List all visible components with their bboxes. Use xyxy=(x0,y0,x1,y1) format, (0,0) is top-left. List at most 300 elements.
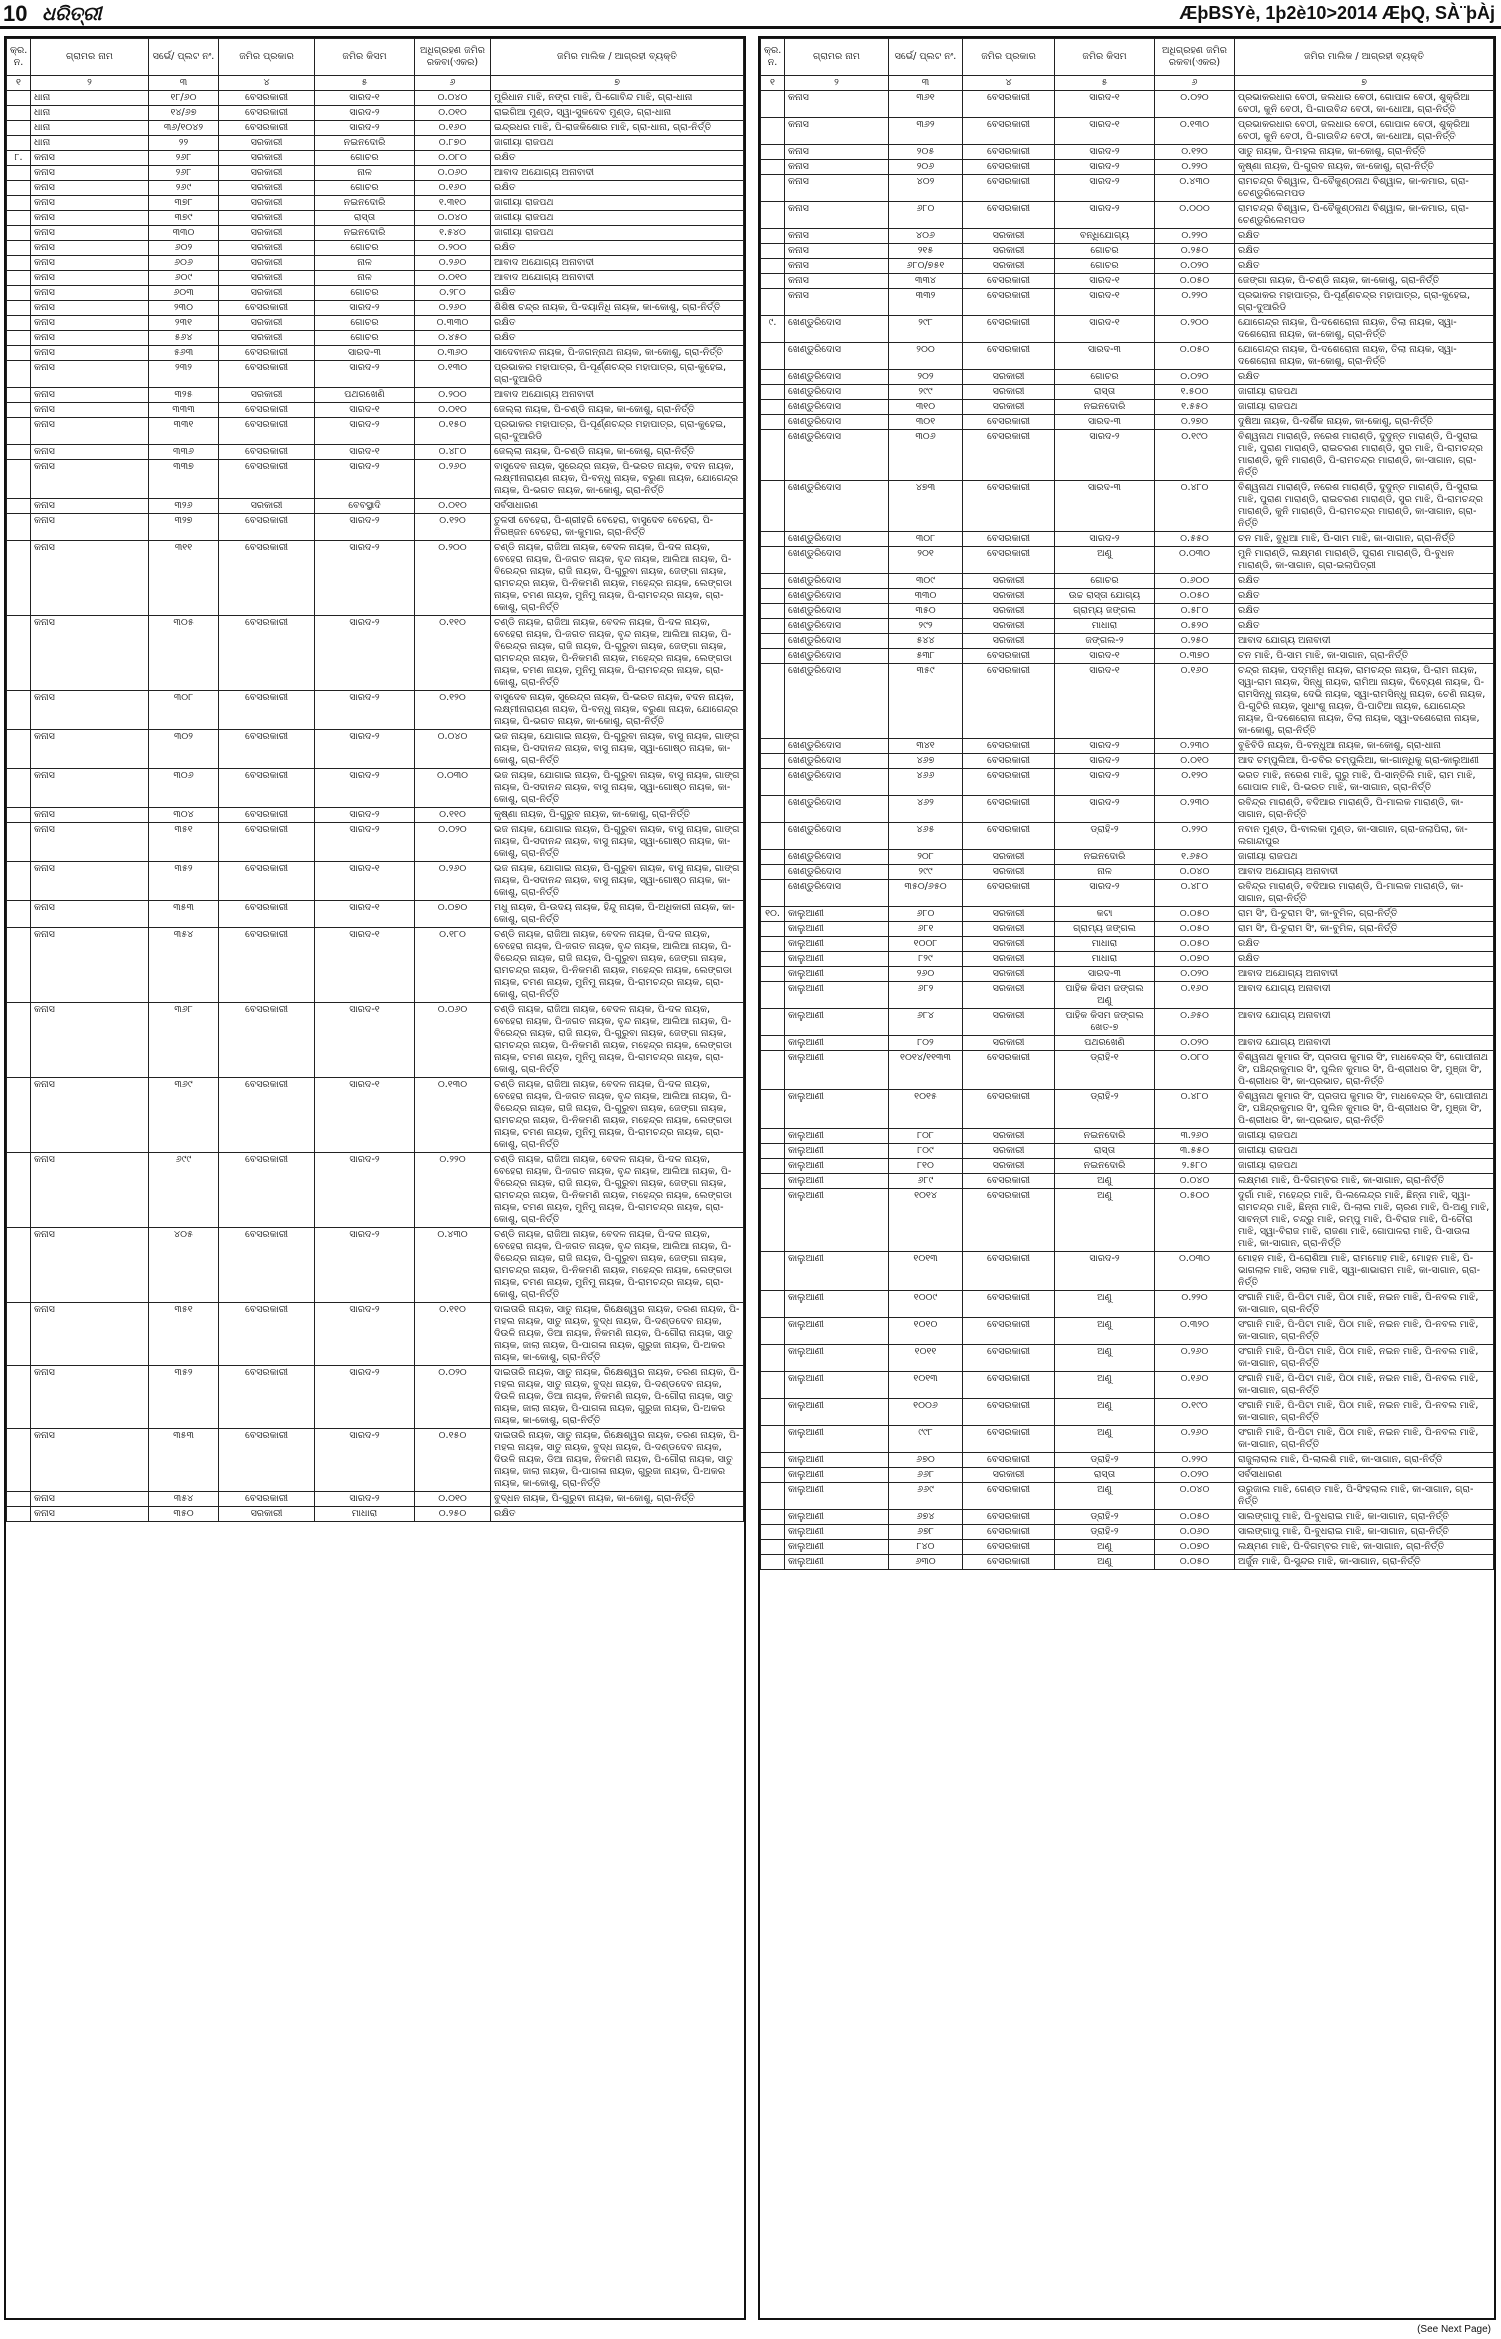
village-cell: କନାସ xyxy=(31,460,149,499)
area-cell: ୩.୫୫୦ xyxy=(1155,1144,1235,1159)
owner-cell: ଚଣ୍ଡି ନାୟକ, ରାଜିଆ ନାୟକ, ବେଦଳ ନାୟକ, ପି-ଦଳ ନାୟକ, ବେହେରା ନାୟକ, ପି-ଜଗତ ନାୟକ, ବୃନ୍ଦ ନାୟକ, ଆଲିଆ ନାୟକ, ପି-ବିରେନ୍ଦ୍ର ନାୟକ, ରାଜି ନାୟକ, ପି-ଗୁରୁବା ନାୟକ, ଜେଙ୍ଗା ନାୟକ, ରାମଚନ୍ଦ୍ର ନାୟକ, ପି-ନିକମଣି ନାୟକ, ମହେନ୍ଦ୍ର ନାୟକ, ଲେଙ୍ଗଡା ନାୟକ, ଚମଣ ନାୟକ, ମୁନିମୁ ନାୟକ, ପି-ରାମଚନ୍ଦ୍ର ନାୟକ, ଗ୍ରା-କୋଶୁ, ଗ୍ରା-ନିର୍ତ୍ତି xyxy=(491,1078,744,1153)
table-row xyxy=(7,1366,744,1429)
land-type-cell: ସରକାରୀ xyxy=(219,166,315,181)
land-type-cell: ବେସରକାରୀ xyxy=(963,532,1055,547)
area-cell: ୦.୪୮୦ xyxy=(1155,481,1235,532)
land-type-cell: ବେସରକାରୀ xyxy=(219,301,315,316)
area-cell: ୦.୨୫୦ xyxy=(1155,244,1235,259)
area-cell: ୦.୦୫୦ xyxy=(1155,1555,1235,1570)
plot-cell: ୬୮୨ xyxy=(889,982,963,1009)
kisam-cell: କଟା xyxy=(1055,907,1155,922)
land-type-cell: ବେସରକାରୀ xyxy=(963,160,1055,175)
village-cell: କନାସ xyxy=(785,145,889,160)
area-cell: ୦.୪୮୦ xyxy=(415,445,491,460)
serial-cell xyxy=(7,460,31,499)
plot-cell: ୬୩୦ xyxy=(889,1555,963,1570)
plot-cell: ୩୦୮ xyxy=(889,532,963,547)
village-cell: କନାସ xyxy=(31,1366,149,1429)
village-cell: କାଲୁଆଣୀ xyxy=(785,1174,889,1189)
table-row xyxy=(761,589,1494,604)
area-cell: ୦.୦୪୦ xyxy=(415,91,491,106)
area-cell: ୦.୦୩୦ xyxy=(1155,547,1235,574)
land-type-cell: ସରକାରୀ xyxy=(963,229,1055,244)
area-cell: ୦.୪୮୦ xyxy=(1155,880,1235,907)
land-type-cell: ସରକାରୀ xyxy=(963,604,1055,619)
kisam-cell: ସାରଦ-୧ xyxy=(315,403,415,418)
area-cell: ୦.୪୮୦ xyxy=(1155,1090,1235,1129)
village-cell: ଖେଣ୍ଡୁରିଦୋସ xyxy=(785,400,889,415)
table-row xyxy=(761,907,1494,922)
serial-cell xyxy=(7,1366,31,1429)
land-type-cell: ବେସରକାରୀ xyxy=(963,1510,1055,1525)
land-type-cell: ବେସରକାରୀ xyxy=(963,415,1055,430)
area-cell: ୦.୬୦୦ xyxy=(1155,574,1235,589)
plot-cell: ୬୮୪ xyxy=(889,1009,963,1036)
plot-cell: ୨୩୨ xyxy=(149,361,219,388)
column-header: ଜମିର କିସମ xyxy=(1055,39,1155,76)
owner-cell: ରକ୍ଷିତ xyxy=(1235,370,1494,385)
village-cell: ଧାନା xyxy=(31,121,149,136)
owner-cell: ରକ୍ଷିତ xyxy=(1235,229,1494,244)
land-type-cell: ସରକାରୀ xyxy=(219,181,315,196)
land-type-cell: ବେସରକାରୀ xyxy=(963,1174,1055,1189)
plot-cell: ୩୫୯ xyxy=(889,664,963,739)
land-type-cell: ସରକାରୀ xyxy=(219,499,315,514)
plot-cell: ୬୯୯ xyxy=(149,1153,219,1228)
table-row xyxy=(7,271,744,286)
plot-cell: ୧୦୧୫ xyxy=(889,1090,963,1129)
kisam-cell: ଗୋଚର xyxy=(1055,259,1155,274)
owner-cell: ଆବାଦ ଅଯୋଗ୍ୟ ଅନାବାଦୀ xyxy=(491,388,744,403)
kisam-cell: ସାରଦ-୨ xyxy=(1055,754,1155,769)
serial-cell xyxy=(761,1009,785,1036)
table-row xyxy=(761,754,1494,769)
plot-cell: ୬୦୯ xyxy=(149,271,219,286)
owner-cell: ଆବାଦ ଅଯୋଗ୍ୟ ଅନାବାଦୀ xyxy=(491,166,744,181)
plot-cell: ୩୩୭ xyxy=(149,460,219,499)
plot-cell: ୪୭୩ xyxy=(889,481,963,532)
area-cell: ୦.୨୨୦ xyxy=(415,1153,491,1228)
serial-cell xyxy=(7,136,31,151)
village-cell: କନାସ xyxy=(31,316,149,331)
serial-cell xyxy=(7,418,31,445)
kisam-cell: ମାଧାରା xyxy=(1055,937,1155,952)
serial-cell xyxy=(7,445,31,460)
table-row xyxy=(7,1003,744,1078)
serial-cell xyxy=(7,1429,31,1492)
kisam-cell: ନାଳ xyxy=(315,271,415,286)
serial-cell xyxy=(761,967,785,982)
kisam-cell: ସାରଦ-୨ xyxy=(315,769,415,808)
land-type-cell: ବେସରକାରୀ xyxy=(963,274,1055,289)
owner-cell: ସାଲଙ୍ଗାପୁ ମାଝି, ପି-ବୁଧରାଇ ମାଝି, କା-ସାଗାନ, ଗ୍ରା-ନିର୍ତ୍ତି xyxy=(1235,1525,1494,1540)
land-type-cell: ବେସରକାରୀ xyxy=(963,1291,1055,1318)
kisam-cell: ଅଣୁ xyxy=(1055,1345,1155,1372)
column-number: ୬ xyxy=(1155,76,1235,91)
village-cell: ଖେଣ୍ଡୁରିଦୋସ xyxy=(785,430,889,481)
village-cell: ଖେଣ୍ଡୁରିଦୋସ xyxy=(785,370,889,385)
kisam-cell: ସାରଦ-୨ xyxy=(315,730,415,769)
kisam-cell: ସାରଦ-୧ xyxy=(315,91,415,106)
owner-cell: ପ୍ରଭାକରଧାର ବେଠୀ, ଜଲଧାର ବେଠୀ, ଗୋପାଳ ବେଠୀ, ଶୁକ୍ରିଆ ବେଠୀ, କୁନି ବେଠୀ, ପି-ଗାଉବିନ୍ଦ ବେଠୀ, କା-ଧୋଆ, ଗ୍ରା-ନିର୍ତ୍ତି xyxy=(1235,91,1494,118)
area-cell: ୦.୨୫୦ xyxy=(415,1507,491,1522)
serial-cell xyxy=(761,481,785,532)
table-row xyxy=(7,862,744,901)
village-cell: କନାସ xyxy=(31,1492,149,1507)
column-number: ୪ xyxy=(219,76,315,91)
land-type-cell: ବେସରକାରୀ xyxy=(963,202,1055,229)
area-cell: ୦.୦୫୦ xyxy=(1155,1510,1235,1525)
village-cell: କାଲୁଆଣୀ xyxy=(785,1345,889,1372)
owner-cell: ସଂଗାନି ମାଝି, ପି-ପିଟା ମାଝି, ପିଠା ମାଝି, ନଇନ ମାଝି, ପି-ନବଲ ମାଝି, କା-ସାଗାନ, ଗ୍ରା-ନିର୍ତ୍ତି xyxy=(1235,1426,1494,1453)
area-cell: ୦.୦୬୦ xyxy=(415,166,491,181)
plot-cell: ୩୧୧ xyxy=(149,541,219,616)
village-cell: କାଲୁଆଣୀ xyxy=(785,1036,889,1051)
village-cell: କାଲୁଆଣୀ xyxy=(785,1090,889,1129)
land-type-cell: ବେସରକାରୀ xyxy=(963,1426,1055,1453)
area-cell: ୦.୨୬୦ xyxy=(1155,1426,1235,1453)
land-type-cell: ସରକାରୀ xyxy=(963,619,1055,634)
owner-cell: ଦୁଷିଆ ନାୟକ, ପି-ଦର୍ଶିକ ନାୟକ, କା-କୋଶୁ, ଗ୍ରା-ନିର୍ତ୍ତି xyxy=(1235,415,1494,430)
owner-cell: ରକ୍ଷିତ xyxy=(1235,619,1494,634)
serial-cell xyxy=(7,316,31,331)
area-cell: ୦.୨୨୦ xyxy=(1155,229,1235,244)
village-cell: ଖେଣ୍ଡୁରିଦୋସ xyxy=(785,649,889,664)
land-type-cell: ବେସରକାରୀ xyxy=(963,739,1055,754)
table-row xyxy=(761,1468,1494,1483)
column-header: ଜମିର ପ୍ରକାର xyxy=(963,39,1055,76)
plot-cell: ୬୬୯ xyxy=(889,1483,963,1510)
owner-cell: ଜାଗୀୟା ରାଜପଥ xyxy=(491,136,744,151)
village-cell: କନାସ xyxy=(31,730,149,769)
table-row xyxy=(761,1483,1494,1510)
column-number: ୭ xyxy=(1235,76,1494,91)
table-row xyxy=(761,937,1494,952)
area-cell: ୦.୧୧୦ xyxy=(415,808,491,823)
serial-cell xyxy=(761,649,785,664)
kisam-cell: ଗୋଚର xyxy=(315,241,415,256)
kisam-cell: ମାଧାରା xyxy=(1055,952,1155,967)
village-cell: କାଲୁଆଣୀ xyxy=(785,1009,889,1036)
kisam-cell: ସାରଦ-୨ xyxy=(315,541,415,616)
serial-cell xyxy=(761,796,785,823)
kisam-cell: ସାରଦ-୨ xyxy=(315,301,415,316)
table-row xyxy=(7,445,744,460)
village-cell: କନାସ xyxy=(31,445,149,460)
table-row xyxy=(761,547,1494,574)
left-table-panel xyxy=(4,36,746,2320)
table-row xyxy=(7,1429,744,1492)
kisam-cell: ଅଣୁ xyxy=(1055,547,1155,574)
plot-cell: ୨୦୧ xyxy=(889,547,963,574)
plot-cell: ୧୦୦୬ xyxy=(889,1399,963,1426)
kisam-cell: ଡ୍ରାହି-୨ xyxy=(1055,1090,1155,1129)
column-number: ୨ xyxy=(31,76,149,91)
owner-cell: ଆବାଦ ଅଯୋଗ୍ୟ ଅନାବାଦୀ xyxy=(1235,967,1494,982)
plot-cell: ୨୬୮ xyxy=(149,151,219,166)
area-cell: ୦.୦୫୦ xyxy=(1155,274,1235,289)
table-row xyxy=(761,1291,1494,1318)
village-cell: କନାସ xyxy=(785,160,889,175)
owner-cell: ପ୍ରଭାକର ମହାପାତ୍ର, ପି-ପୂର୍ଣ୍ଣଚନ୍ଦ୍ର ମହାପାତ୍ର, ଗ୍ରା-କୁହେଇ, ଗ୍ରା-ଦୁଆରିଡି xyxy=(1235,289,1494,316)
owner-cell: ଜାଗୀୟା ରାଜପଥ xyxy=(1235,385,1494,400)
plot-cell: ୬୦୨ xyxy=(149,241,219,256)
owner-cell: ବିଶ୍ୱନାଥ କୁମାର ସିଂ, ପ୍ରତାପ କୁମାର ସିଂ, ମାଧବେନ୍ଦ୍ର ସିଂ, ଗୋପୀନାଥ ସିଂ, ପଞ୍ଚିନ୍ଦ୍ରକୁମାର ସିଂ, ପୁଲିନ କୁମାର ସିଂ, ପି-ଶ୍ରୀଧର ସିଂ, ମୁଞ୍ଜା ସିଂ, ପି-ଶ୍ରୀଧର ସିଂ, କା-ପ୍ରଭାତ, ଗ୍ରା-ନିର୍ତ୍ତି xyxy=(1235,1051,1494,1090)
plot-cell: ୨୯୯ xyxy=(889,385,963,400)
area-cell: ୦.୦୩୦ xyxy=(415,769,491,808)
serial-cell xyxy=(7,862,31,901)
kisam-cell: ସାରଦ-୨ xyxy=(315,361,415,388)
plot-cell: ୧୮/୬୦ xyxy=(149,91,219,106)
land-type-cell: ବେସରକାରୀ xyxy=(963,481,1055,532)
plot-cell: ୪୦୬ xyxy=(889,229,963,244)
area-cell: ୦.୫୨୦ xyxy=(1155,619,1235,634)
village-cell: କନାସ xyxy=(31,286,149,301)
plot-cell: ୮୦୨ xyxy=(889,1036,963,1051)
village-cell: କାଲୁଆଣୀ xyxy=(785,1051,889,1090)
owner-cell: ରକ୍ଷିତ xyxy=(1235,937,1494,952)
table-row xyxy=(761,967,1494,982)
table-row xyxy=(7,808,744,823)
table-row xyxy=(7,286,744,301)
column-header: କ୍ର. ନ. xyxy=(761,39,785,76)
owner-cell: ସାଦେବାନନ୍ଦ ନାୟକ, ପି-ଜଗନ୍ନାଥ ନାୟକ, କା-କୋଶୁ, ଗ୍ରା-ନିର୍ତ୍ତି xyxy=(491,346,744,361)
area-cell: ୦.୦୨୦ xyxy=(415,1366,491,1429)
table-row xyxy=(761,739,1494,754)
land-type-cell: ସରକାରୀ xyxy=(963,922,1055,937)
village-cell: କାଲୁଆଣୀ xyxy=(785,1453,889,1468)
owner-cell: କୃଷ୍ଣା ନାୟକ, ପି-ଗୁରୁବ ନାୟକ, କା-କୋଶୁ, ଗ୍ରା-ନିର୍ତ୍ତି xyxy=(491,808,744,823)
serial-cell xyxy=(761,1051,785,1090)
land-type-cell: ସରକାରୀ xyxy=(219,1507,315,1522)
land-type-cell: ସରକାରୀ xyxy=(963,385,1055,400)
serial-cell xyxy=(761,937,785,952)
village-cell: କନାସ xyxy=(31,1228,149,1303)
village-cell: ଧାନା xyxy=(31,91,149,106)
owner-cell: ରକ୍ଷିତ xyxy=(491,1507,744,1522)
serial-cell xyxy=(7,1153,31,1228)
village-cell: କନାସ xyxy=(31,928,149,1003)
serial-cell xyxy=(761,1318,785,1345)
table-row xyxy=(7,460,744,499)
kisam-cell: ଗୋଚର xyxy=(315,151,415,166)
land-type-cell: ବେସରକାରୀ xyxy=(963,1453,1055,1468)
land-type-cell: ବେସରକାରୀ xyxy=(219,445,315,460)
owner-cell: ଚଣ୍ଡି ନାୟକ, ରାଜିଆ ନାୟକ, ବେଦଳ ନାୟକ, ପି-ଦଳ ନାୟକ, ବେହେରା ନାୟକ, ପି-ଜଗତ ନାୟକ, ବୃନ୍ଦ ନାୟକ, ଆଲିଆ ନାୟକ, ପି-ବିରେନ୍ଦ୍ର ନାୟକ, ରାଜି ନାୟକ, ପି-ଗୁରୁବା ନାୟକ, ଜେଙ୍ଗା ନାୟକ, ରାମଚନ୍ଦ୍ର ନାୟକ, ପି-ନିକମଣି ନାୟକ, ମହେନ୍ଦ୍ର ନାୟକ, ଲେଙ୍ଗଡା ନାୟକ, ଚମଣ ନାୟକ, ମୁନିମୁ ନାୟକ, ପି-ରାମଚନ୍ଦ୍ର ନାୟକ, ଗ୍ରା-କୋଶୁ, ଗ୍ରା-ନିର୍ତ୍ତି xyxy=(491,1228,744,1303)
village-cell: କାଲୁଆଣୀ xyxy=(785,1252,889,1291)
owner-cell: ସର୍ବସାଧାରଣ xyxy=(491,499,744,514)
area-cell: ୦.୧୬୦ xyxy=(1155,982,1235,1009)
column-header: ଅଧିଗ୍ରହଣ ଜମିର ରକବା(ଏକର) xyxy=(1155,39,1235,76)
land-type-cell: ବେସରକାରୀ xyxy=(963,1540,1055,1555)
area-cell: ୦.୧୬୦ xyxy=(1155,664,1235,739)
table-row xyxy=(7,769,744,808)
serial-cell xyxy=(7,1003,31,1078)
village-cell: କନାସ xyxy=(785,244,889,259)
table-row xyxy=(761,1453,1494,1468)
owner-cell: ରାମ ସିଂ, ପି-ଚୁରାମ ସିଂ, କା-ବୁମିଳ, ଗ୍ରା-ନିର୍ତ୍ତି xyxy=(1235,907,1494,922)
village-cell: କନାସ xyxy=(31,151,149,166)
plot-cell: ୮୦୯ xyxy=(889,1144,963,1159)
table-row xyxy=(7,361,744,388)
area-cell: ୦.୦୪୦ xyxy=(1155,1174,1235,1189)
serial-cell xyxy=(761,229,785,244)
serial-cell xyxy=(761,769,785,796)
land-type-cell: ସରକାରୀ xyxy=(963,850,1055,865)
serial-cell xyxy=(7,928,31,1003)
village-cell: ଖେଣ୍ଡୁରିଦୋସ xyxy=(785,754,889,769)
plot-cell: ୩୬୮ xyxy=(149,1003,219,1078)
serial-cell xyxy=(7,1507,31,1522)
owner-cell: ଆବାଦ ଅଯୋଗ୍ୟ ଅନାବାଦୀ xyxy=(491,271,744,286)
table-row xyxy=(7,166,744,181)
area-cell: ୦.୦୭୦ xyxy=(1155,1540,1235,1555)
owner-cell: ଚଣ୍ଡି ନାୟକ, ରାଜିଆ ନାୟକ, ବେଦଳ ନାୟକ, ପି-ଦଳ ନାୟକ, ବେହେରା ନାୟକ, ପି-ଜଗତ ନାୟକ, ବୃନ୍ଦ ନାୟକ, ଆଲିଆ ନାୟକ, ପି-ବିରେନ୍ଦ୍ର ନାୟକ, ରାଜି ନାୟକ, ପି-ଗୁରୁବା ନାୟକ, ଜେଙ୍ଗା ନାୟକ, ରାମଚନ୍ଦ୍ର ନାୟକ, ପି-ନିକମଣି ନାୟକ, ମହେନ୍ଦ୍ର ନାୟକ, ଲେଙ୍ଗଡା ନାୟକ, ଚମଣ ନାୟକ, ମୁନିମୁ ନାୟକ, ପି-ରାମଚନ୍ଦ୍ର ନାୟକ, ଗ୍ରା-କୋଶୁ, ଗ୍ରା-ନିର୍ତ୍ତି xyxy=(491,1153,744,1228)
area-cell: ୦.୨୦୦ xyxy=(415,541,491,616)
area-cell: ୦.୦୪୦ xyxy=(1155,1483,1235,1510)
land-type-cell: ବେସରକାରୀ xyxy=(963,343,1055,370)
land-type-cell: ବେସରକାରୀ xyxy=(219,808,315,823)
land-type-cell: ବେସରକାରୀ xyxy=(963,1318,1055,1345)
owner-cell: ଭଜ ନାୟକ, ଯୋଗାଇ ନାୟକ, ପି-ଗୁରୁବା ନାୟକ, ବାସୁ ନାୟକ, ଗାଙ୍ଗ ନାୟକ, ପି-ସଦାନନ୍ଦ ନାୟକ, ବାସୁ ନାୟକ, ସ୍ୱା-ଗୋଷ୍ଠ ନାୟକ, କା-କୋଶୁ, ଗ୍ରା-ନିର୍ତ୍ତି xyxy=(491,823,744,862)
village-cell: ଖେଣ୍ଡୁରିଦୋସ xyxy=(785,385,889,400)
owner-cell: ରକ୍ଷିତ xyxy=(491,316,744,331)
table-row xyxy=(761,769,1494,796)
land-type-cell: ବେସରକାରୀ xyxy=(963,1525,1055,1540)
village-cell: କାଲୁଆଣୀ xyxy=(785,937,889,952)
table-row xyxy=(761,118,1494,145)
kisam-cell: ସାରଦ-୧ xyxy=(1055,649,1155,664)
kisam-cell: ସାରଦ-୨ xyxy=(315,1492,415,1507)
plot-cell: ୩୩୪ xyxy=(889,274,963,289)
owner-cell: ଦାଇତାରି ନାୟକ, ସାତୁ ନାୟକ, ରିକ୍ଷେଶ୍ୱର ନାୟକ, ତରଣ ନାୟକ, ପି-ମହଲ ନାୟକ, ସାତୁ ନାୟକ, ବୁଦ୍ଧ ନାୟକ, ପି-ଦଣ୍ଡଦେବ ନାୟକ, ଦିଉଳି ନାୟକ, ଡିଆ ନାୟକ, ନିକମଣି ନାୟକ, ପି-ଗୌରା ନାୟକ, ସାତୁ ନାୟକ, ଜାଲା ନାୟକ, ପି-ପାଗଳା ନାୟକ, ଗୁରୁଜା ନାୟକ, ପି-ଅକର ନାୟକ, କା-କୋଶୁ, ଗ୍ରା-ନିର୍ତ୍ତି xyxy=(491,1303,744,1366)
serial-cell xyxy=(761,1399,785,1426)
kisam-cell: ନାଳ xyxy=(315,256,415,271)
village-cell: ଖେଣ୍ଡୁରିଦୋସ xyxy=(785,481,889,532)
owner-cell: ତୁଳସୀ ବେହେରା, ପି-ଶ୍ରୀହରି ବେହେରା, ବାସୁଦେବ ବେହେରା, ପି-ନିରଞ୍ଜନ ବେହେରା, କା-କୁମାର, ଗ୍ରା-ନିର୍ତ୍ତି xyxy=(491,514,744,541)
serial-cell xyxy=(761,619,785,634)
plot-cell: ୧୦୧୦ xyxy=(889,1318,963,1345)
kisam-cell: ଅଣୁ xyxy=(1055,1372,1155,1399)
plot-cell: ୩୩୧ xyxy=(149,418,219,445)
serial-cell xyxy=(7,91,31,106)
serial-cell xyxy=(7,256,31,271)
serial-cell xyxy=(761,1291,785,1318)
table-row xyxy=(7,514,744,541)
plot-cell: ୮୦୮ xyxy=(889,1129,963,1144)
area-cell: ୦.୦୨୦ xyxy=(1155,1036,1235,1051)
village-cell: କନାସ xyxy=(785,289,889,316)
land-type-cell: ସରକାରୀ xyxy=(219,331,315,346)
plot-cell: ୪୬୨ xyxy=(889,796,963,823)
serial-cell xyxy=(7,211,31,226)
land-type-cell: ସରକାରୀ xyxy=(963,1036,1055,1051)
plot-cell: ୩୨୫ xyxy=(149,388,219,403)
kisam-cell: ସାରଦ-୨ xyxy=(1055,769,1155,796)
plot-cell: ୩୬/୧୦୪୨ xyxy=(149,121,219,136)
kisam-cell: ନାଳ xyxy=(1055,865,1155,880)
land-table-left xyxy=(6,38,744,1522)
village-cell: କନାସ xyxy=(31,808,149,823)
village-cell: କନାସ xyxy=(785,274,889,289)
table-row xyxy=(7,241,744,256)
table-row xyxy=(761,865,1494,880)
serial-cell xyxy=(7,730,31,769)
serial-cell xyxy=(761,1453,785,1468)
area-cell: ୦.୦୫୦ xyxy=(1155,937,1235,952)
serial-cell xyxy=(761,1468,785,1483)
kisam-cell: ନଇନଦୋରି xyxy=(315,226,415,241)
serial-cell xyxy=(761,202,785,229)
area-cell: ୦.୧୨୦ xyxy=(415,691,491,730)
land-type-cell: ବେସରକାରୀ xyxy=(219,541,315,616)
village-cell: କନାସ xyxy=(31,1003,149,1078)
table-row xyxy=(7,403,744,418)
header-row xyxy=(761,39,1494,76)
land-type-cell: ବେସରକାରୀ xyxy=(963,880,1055,907)
plot-cell: ୨୬୦ xyxy=(889,967,963,982)
kisam-cell: ସାରଦ-୨ xyxy=(315,1153,415,1228)
kisam-cell: ସାରଦ-୩ xyxy=(1055,967,1155,982)
land-type-cell: ବେସରକାରୀ xyxy=(219,730,315,769)
owner-cell: ବାସୁଦେବ ନାୟକ, ସୁରେନ୍ଦ୍ର ନାୟକ, ପି-ଭରତ ନାୟକ, ବଦନ ନାୟକ, ଲକ୍ଷ୍ମୀନାରାୟଣ ନାୟକ, ପି-ବନ୍ଧୁ ନାୟକ, ବରୁଣା ନାୟକ, ଯୋଗେନ୍ଦ୍ର ନାୟକ, ପି-ଭଗତ ନାୟକ, କା-କୋଶୁ, ଗ୍ରା-ନିର୍ତ୍ତି xyxy=(491,691,744,730)
column-number: ୧ xyxy=(761,76,785,91)
serial-cell xyxy=(7,499,31,514)
serial-cell xyxy=(7,541,31,616)
area-cell: ୦.୦୮୦ xyxy=(1155,1051,1235,1090)
plot-cell: ୩୦୬ xyxy=(889,430,963,481)
land-type-cell: ସରକାରୀ xyxy=(219,316,315,331)
village-cell: ଖେଣ୍ଡୁରିଦୋସ xyxy=(785,415,889,430)
serial-cell xyxy=(761,1510,785,1525)
plot-cell: ୧୪/୬୭ xyxy=(149,106,219,121)
area-cell: ୩.୨୬୦ xyxy=(1155,1129,1235,1144)
kisam-cell: ସାରଦ-୨ xyxy=(315,1303,415,1366)
kisam-cell: ଗୋଚର xyxy=(1055,244,1155,259)
serial-cell xyxy=(7,121,31,136)
table-row xyxy=(761,1510,1494,1525)
owner-cell: ଚଣ୍ଡି ନାୟକ, ରାଜିଆ ନାୟକ, ବେଦଳ ନାୟକ, ପି-ଦଳ ନାୟକ, ବେହେରା ନାୟକ, ପି-ଜଗତ ନାୟକ, ବୃନ୍ଦ ନାୟକ, ଆଲିଆ ନାୟକ, ପି-ବିରେନ୍ଦ୍ର ନାୟକ, ରାଜି ନାୟକ, ପି-ଗୁରୁବା ନାୟକ, ଜେଙ୍ଗା ନାୟକ, ରାମଚନ୍ଦ୍ର ନାୟକ, ପି-ନିକମଣି ନାୟକ, ମହେନ୍ଦ୍ର ନାୟକ, ଲେଙ୍ଗଡା ନାୟକ, ଚମଣ ନାୟକ, ମୁନିମୁ ନାୟକ, ପି-ରାମଚନ୍ଦ୍ର ନାୟକ, ଗ୍ରା-କୋଶୁ, ଗ୍ରା-ନିର୍ତ୍ତି xyxy=(491,1003,744,1078)
owner-cell: ମଧୁ ନାୟକ, ପି-ଉଦୟ ନାୟକ, ହିନ୍ଦୁ ନାୟକ, ପି-ଅଧିକାରୀ ନାୟକ, କା-କୋଶୁ, ଗ୍ରା-ନିର୍ତ୍ତି xyxy=(491,901,744,928)
land-type-cell: ବେସରକାରୀ xyxy=(219,403,315,418)
land-type-cell: ବେସରକାରୀ xyxy=(219,691,315,730)
village-cell: କନାସ xyxy=(31,691,149,730)
area-cell: ୦.୦୨୦ xyxy=(1155,370,1235,385)
land-type-cell: ବେସରକାରୀ xyxy=(219,1366,315,1429)
serial-cell xyxy=(761,1372,785,1399)
village-cell: କାଲୁଆଣୀ xyxy=(785,1159,889,1174)
village-cell: କାଲୁଆଣୀ xyxy=(785,1483,889,1510)
kisam-cell: ସାରଦ-୨ xyxy=(315,514,415,541)
land-type-cell: ବେସରକାରୀ xyxy=(963,823,1055,850)
village-cell: କନାସ xyxy=(785,91,889,118)
village-cell: କାଲୁଆଣୀ xyxy=(785,1129,889,1144)
land-type-cell: ବେସରକାରୀ xyxy=(963,316,1055,343)
village-cell: କାଲୁଆଣୀ xyxy=(785,982,889,1009)
owner-cell: ଶିଶିଷ ଚନ୍ଦ୍ର ନାୟକ, ପି-ଦୟାନିଧି ନାୟକ, କା-କୋଶୁ, ଗ୍ରା-ନିର୍ତ୍ତି xyxy=(491,301,744,316)
table-row xyxy=(7,316,744,331)
owner-cell: ବିଶ୍ୱନାଥ କୁମାର ସିଂ, ପ୍ରତାପ କୁମାର ସିଂ, ମାଧବେନ୍ଦ୍ର ସିଂ, ଗୋପୀନାଥ ସିଂ, ପଞ୍ଚିନ୍ଦ୍ରକୁମାର ସିଂ, ପୁଲିନ କୁମାର ସିଂ, ପି-ଶ୍ରୀଧର ସିଂ, ମୁଞ୍ଜା ସିଂ, ପି-ଶ୍ରୀଧର ସିଂ, କା-ପ୍ରଭାତ, ଗ୍ରା-ନିର୍ତ୍ତି xyxy=(1235,1090,1494,1129)
owner-cell: ଚନ୍ଦ୍ର ନାୟକ, ପଦ୍ମନିଧି ନାୟକ, ରାମଚନ୍ଦ୍ର ନାୟକ, ପି-ରାମ ନାୟକ, ସ୍ୱା-ରାମ ନାୟକ, ସିନ୍ଧୁ ନାୟକ, ରାମିଆ ନାୟକ, ଦିବ୍ୟେଶ ନାୟକ, ପି-ରାମସିନ୍ଧୁ ନାୟକ, ଦେଭି ନାୟକ, ସ୍ୱା-ରାମସିନ୍ଧୁ ନାୟକ, ଚେଣି ନାୟକ, ପି-ଗୁଟିରି ନାୟକ, ସୁଧାଂଶୁ ନାୟକ, ପି-ପାଟିଆ ନାୟକ, ଯୋଗେନ୍ଦ୍ର ନାୟକ, ପି-ଦଶେରୋନା ନାୟକ, ତିଲା ନାୟକ, ସ୍ୱା-ଦଶେରୋନା ନାୟକ, କା-କୋଶୁ, ଗ୍ରା-ନିର୍ତ୍ତି xyxy=(1235,664,1494,739)
kisam-cell: ସାରଦ-୨ xyxy=(315,418,415,445)
serial-cell xyxy=(761,1345,785,1372)
plot-cell: ୩୦୯ xyxy=(889,574,963,589)
kisam-cell: ସାରଦ-୨ xyxy=(315,106,415,121)
area-cell: ୦.୨୬୦ xyxy=(415,256,491,271)
area-cell: ୦.୧୯୦ xyxy=(1155,1399,1235,1426)
serial-cell xyxy=(761,604,785,619)
kisam-cell: ଗୋଚର xyxy=(315,286,415,301)
